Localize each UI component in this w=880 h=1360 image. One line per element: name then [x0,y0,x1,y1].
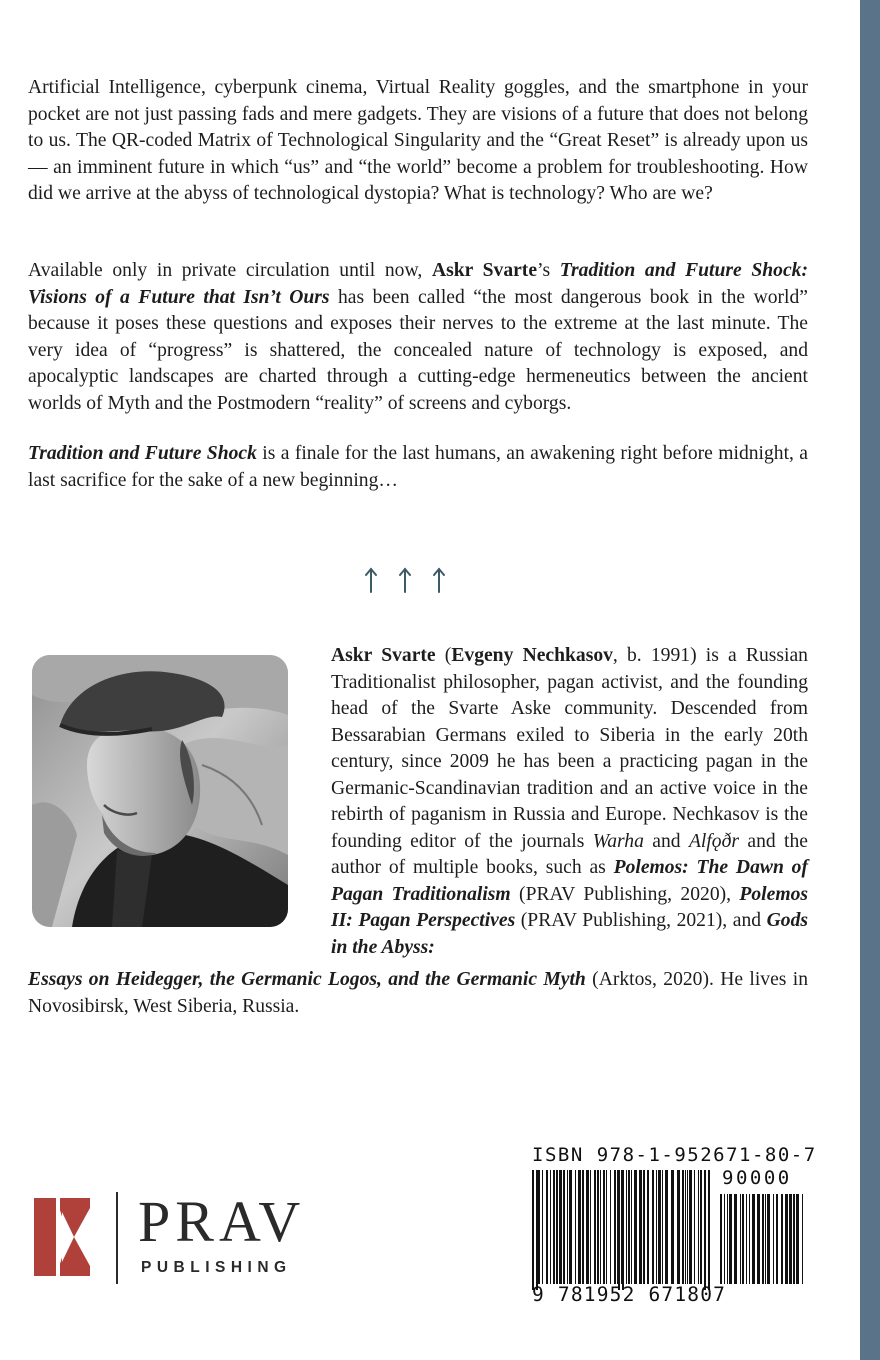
isbn-barcode-box [520,1138,815,1328]
blurb-paragraph-1: Artificial Intelligence, cyberpunk cinema, Virtual Reality goggles, and the smartphone in your pocket are not just passing fads and mere gadgets. They are visions of a future that does not belong to us. The QR-coded Matrix of Technological Singularity and the “Great Reset” is already upon us — an imminent future in which “us” and “the world” become a problem for troubleshooting. How did we arrive at the abyss of technological dystopia? What is technology? Who are we? [28,77,808,204]
author-bio-side [331,643,808,961]
prav-logo-mark-icon [34,1198,90,1276]
tiwaz-rune-icon-2 [400,569,410,592]
publisher-subtitle: PUBLISHING [141,1259,292,1276]
bio-author-name: Askr Svarte [331,645,436,666]
author-photo [32,655,288,927]
logo-divider [116,1192,118,1284]
bio-birth-name: Evgeny Nechkasov [451,645,613,666]
bio-journal-warha: Warha [592,830,644,852]
bio-closing: (Arktos, 2020). He lives in Novosibirsk, West Siberia, Russia. [28,969,809,1017]
bio-pub-1: (PRAV Publishing, 2020), [510,883,740,905]
bio-book-gods-abyss: Gods in the Abyss: [331,910,808,958]
blurb-paragraph-3 [28,441,808,494]
bio-pub-2: (PRAV Publishing, 2021), and [515,910,767,931]
tiwaz-rune-icon-1 [366,569,376,592]
publisher-logo [34,1189,334,1287]
blurb-p2-intro: Available only in private circulation until now, [28,260,432,281]
author-bio-full [28,967,808,1020]
publisher-name: PRAV [138,1189,306,1254]
rune-ornament [362,566,452,594]
bio-book-gods-abyss-subtitle: Essays on Heidegger, the Germanic Logos, and the Germanic Myth [28,969,586,990]
bio-journal-alfodr: Alfǫðr [688,830,740,852]
spine-edge [860,0,880,1360]
bio-and: and [643,830,689,852]
bio-text-2: and the author of multiple books, such as [331,830,808,878]
isbn-label: ISBN 978-1-952671-80-7 [532,1144,817,1166]
blurb-possessive: ’s [537,260,560,281]
blurb-p2-body: has been called “the most dangerous book in the world” because it poses these questions and exposes their nerves to the extreme at the last minute. The very idea of “progress” is shattered, the concealed nature of technology is exposed, and apocalyptic landscapes are charted through a cutting-edge hermeneutics between the ancient worlds of Myth and the Postmodern “reality” of screens and cyborgs. [28,286,808,414]
blurb-author-name: Askr Svarte [431,260,538,281]
bio-text-1: , b. 1991) is a Russian Traditionalist philosopher, pagan activist, and the founding head of the Svarte Aske community. Descended from Bessarabian Germans exiled to Siberia in the early 20th century, since 2009 he has been a practicing pagan in the Germanic-Scandinavian tradition and an active voice in the rebirth of paganism in Russia and Europe. Nechkasov is the founding editor of the journals [331,645,808,852]
bio-book-polemos-2: Polemos II: Pagan Perspectives [331,883,808,931]
blurb-p3-title: Tradition and Future Shock [28,443,257,464]
blurb-p3-body: is a finale for the last humans, an awakening right before midnight, a last sacrifice for the sake of a new beginning… [28,443,809,491]
ean-digits: 9 781952 671807 [532,1283,727,1306]
price-code: 90000 [722,1167,792,1189]
bio-book-polemos: Polemos: The Dawn of Pagan Traditionalism [331,857,808,905]
blurb-paragraph-2 [28,258,808,417]
blurb-book-title: Tradition and Future Shock: Visions of a Future that Isn’t Ours [28,260,808,308]
tiwaz-rune-icon-3 [434,569,444,592]
bio-open-paren: ( [435,645,452,666]
